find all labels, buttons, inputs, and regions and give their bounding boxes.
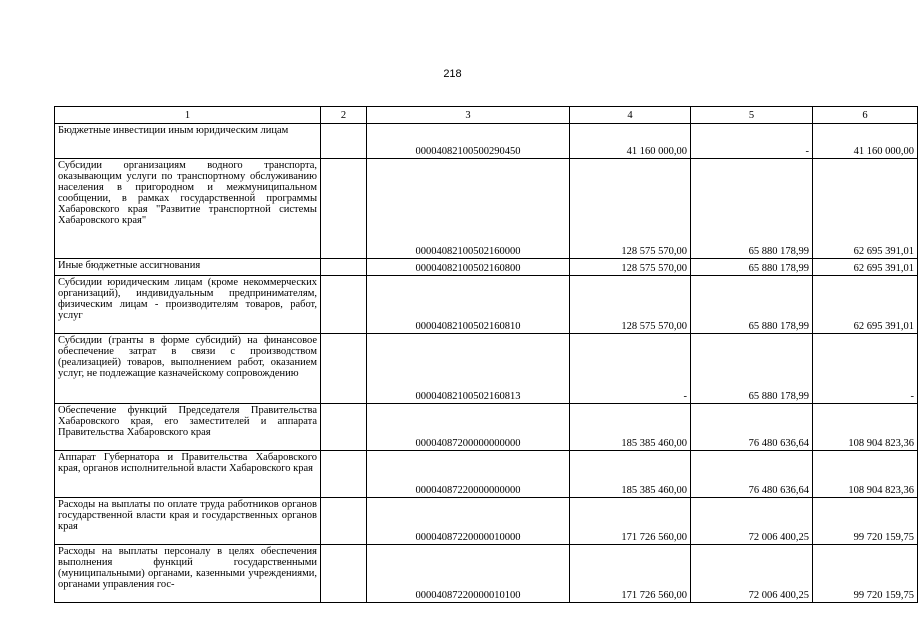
row-name: Субсидии юридическим лицам (кроме некоммерческих организаций), индивидуальным предпринимателям, физическим лицам - производителям товаров, работ, услуг — [55, 276, 321, 334]
row-name: Субсидии организациям водного транспорта, оказывающим услуги по транспортному обслуживанию населения в пригородном и межмуниципальном сообщении, в рамках государственной программы Хабаровского края "Развитие транспортной системы Хабаровского края" — [55, 159, 321, 259]
table-row — [55, 404, 918, 451]
row-value-5: - — [691, 124, 813, 159]
row-value-5: 76 480 636,64 — [691, 451, 813, 498]
row-value-4: 185 385 460,00 — [570, 404, 691, 451]
column-header-1: 1 — [55, 107, 321, 124]
row-col2 — [321, 404, 367, 451]
row-name: Бюджетные инвестиции иным юридическим лицам — [55, 124, 321, 159]
row-value-6: 99 720 159,75 — [813, 498, 918, 545]
row-code: 00004087220000010100 — [367, 545, 570, 603]
row-code: 00004082100502160000 — [367, 159, 570, 259]
row-name: Обеспечение функций Председателя Правительства Хабаровского края, его заместителей и аппарата Правительства Хабаровского края — [55, 404, 321, 451]
table-row — [55, 276, 918, 334]
row-col2 — [321, 545, 367, 603]
row-col2 — [321, 334, 367, 404]
table-row — [55, 545, 918, 603]
row-col2 — [321, 498, 367, 545]
row-value-4: 41 160 000,00 — [570, 124, 691, 159]
column-header-2: 2 — [321, 107, 367, 124]
row-name: Аппарат Губернатора и Правительства Хабаровского края, органов исполнительной власти Хабаровского края — [55, 451, 321, 498]
table-row — [55, 334, 918, 404]
row-value-6: 62 695 391,01 — [813, 259, 918, 276]
row-value-6: 41 160 000,00 — [813, 124, 918, 159]
budget-table — [54, 106, 918, 603]
row-value-4: 128 575 570,00 — [570, 159, 691, 259]
row-code: 00004087200000000000 — [367, 404, 570, 451]
row-name: Расходы на выплаты по оплате труда работников органов государственной власти края и государственных органов края — [55, 498, 321, 545]
column-header-5: 5 — [691, 107, 813, 124]
row-value-6: 108 904 823,36 — [813, 451, 918, 498]
row-value-5: 65 880 178,99 — [691, 276, 813, 334]
row-value-5: 72 006 400,25 — [691, 545, 813, 603]
table-row — [55, 259, 918, 276]
table-header-row — [55, 107, 918, 124]
row-value-4: 128 575 570,00 — [570, 276, 691, 334]
row-value-6: 62 695 391,01 — [813, 276, 918, 334]
row-value-4: - — [570, 334, 691, 404]
row-name: Расходы на выплаты персоналу в целях обеспечения выполнения функций государственными (муниципальными) органами, казенными учреждениями, органами управления гос- — [55, 545, 321, 603]
row-code: 00004087220000010000 — [367, 498, 570, 545]
column-header-6: 6 — [813, 107, 918, 124]
row-value-5: 76 480 636,64 — [691, 404, 813, 451]
page-number: 218 — [443, 68, 462, 80]
row-value-4: 128 575 570,00 — [570, 259, 691, 276]
row-name: Иные бюджетные ассигнования — [55, 259, 321, 276]
row-value-4: 185 385 460,00 — [570, 451, 691, 498]
row-value-5: 72 006 400,25 — [691, 498, 813, 545]
table-row — [55, 451, 918, 498]
row-value-6: 62 695 391,01 — [813, 159, 918, 259]
row-value-6: 99 720 159,75 — [813, 545, 918, 603]
row-value-5: 65 880 178,99 — [691, 334, 813, 404]
row-code: 00004082100502160800 — [367, 259, 570, 276]
row-col2 — [321, 451, 367, 498]
row-code: 00004082100502160813 — [367, 334, 570, 404]
row-col2 — [321, 276, 367, 334]
row-value-6: 108 904 823,36 — [813, 404, 918, 451]
row-value-4: 171 726 560,00 — [570, 498, 691, 545]
row-value-5: 65 880 178,99 — [691, 159, 813, 259]
table-row — [55, 159, 918, 259]
column-header-4: 4 — [570, 107, 691, 124]
row-value-5: 65 880 178,99 — [691, 259, 813, 276]
column-header-3: 3 — [367, 107, 570, 124]
row-code: 00004082100502160810 — [367, 276, 570, 334]
row-col2 — [321, 159, 367, 259]
row-col2 — [321, 124, 367, 159]
row-value-4: 171 726 560,00 — [570, 545, 691, 603]
row-value-6: - — [813, 334, 918, 404]
row-code: 00004082100500290450 — [367, 124, 570, 159]
row-name: Субсидии (гранты в форме субсидий) на финансовое обеспечение затрат в связи с производством (реализацией) товаров, выполнением работ, оказанием услуг, не подлежащие казначейскому сопровождению — [55, 334, 321, 404]
row-col2 — [321, 259, 367, 276]
table-row — [55, 124, 918, 159]
table-row — [55, 498, 918, 545]
row-code: 00004087220000000000 — [367, 451, 570, 498]
